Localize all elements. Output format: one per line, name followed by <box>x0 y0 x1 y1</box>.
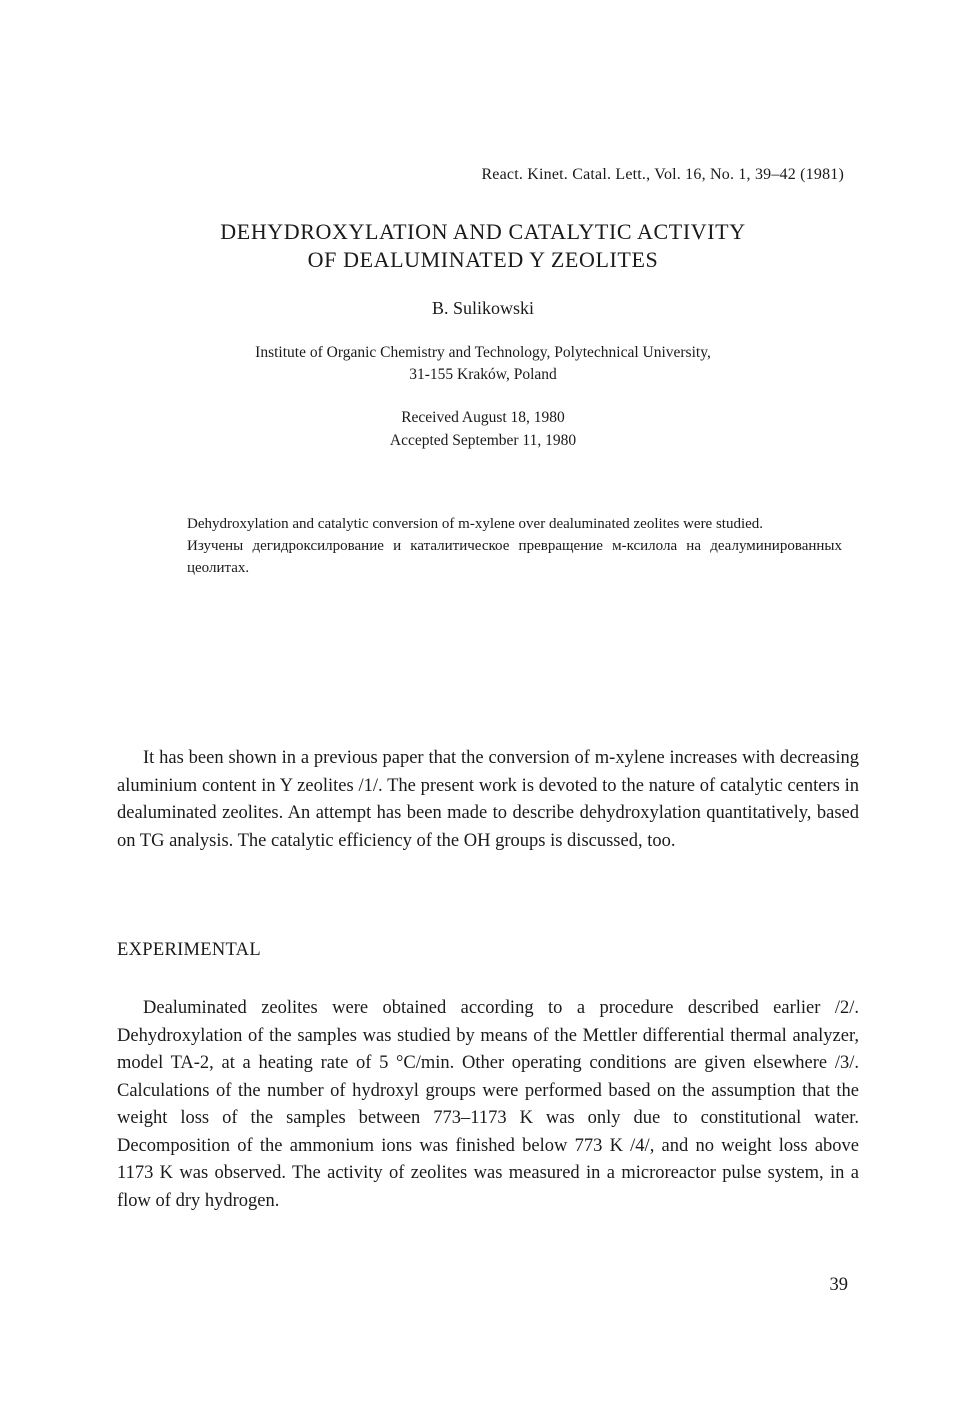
affiliation-line-2: 31-155 Kraków, Poland <box>409 366 557 383</box>
section-heading-experimental: EXPERIMENTAL <box>117 940 261 960</box>
abstract <box>187 513 842 579</box>
intro-paragraph: It has been shown in a previous paper that the conversion of m-xylene increases with decreasing aluminium content in Y zeolites /1/. The present work is devoted to the nature of catalytic centers in dealuminated zeolites. An attempt has been made to describe dehydroxylation quantitatively, based on TG analysis. The catalytic efficiency of the OH groups is discussed, too. <box>117 748 859 851</box>
submission-dates <box>0 406 966 452</box>
paper-title <box>0 218 966 274</box>
affiliation-line-1: Institute of Organic Chemistry and Technology, Polytechnical University, <box>255 344 711 361</box>
experimental-section <box>117 995 859 1215</box>
abstract-english: Dehydroxylation and catalytic conversion of m-xylene over dealuminated zeolites were studied. <box>187 516 764 532</box>
affiliation <box>0 342 966 386</box>
title-line-1: DEHYDROXYLATION AND CATALYTIC ACTIVITY <box>220 219 746 244</box>
received-date: Received August 18, 1980 <box>401 409 565 426</box>
introduction <box>117 745 859 855</box>
accepted-date: Accepted September 11, 1980 <box>389 432 577 449</box>
title-line-2: OF DEALUMINATED Y ZEOLITES <box>307 247 659 272</box>
abstract-russian: Изучены дегидроксилрование и каталитическое превращение м-ксилола на деалуминированных цеолитах. <box>187 538 842 576</box>
author-name: B. Sulikowski <box>431 298 535 318</box>
page-number: 39 <box>829 1275 848 1295</box>
journal-reference: React. Kinet. Catal. Lett., Vol. 16, No. 1, 39–42 (1981) <box>481 166 844 183</box>
experimental-paragraph: Dealuminated zeolites were obtained according to a procedure described earlier /2/. Dehydroxylation of the samples was studied by means of the Mettler differential thermal analyzer, model TA-2, at a heating rate of 5 °C/min. Other operating conditions are given elsewhere /3/. Calculations of the number of hydroxyl groups were performed based on the assumption that the weight loss of the samples between 773–1173 K was only due to constitutional water. Decomposition of the ammonium ions was finished below 773 K /4/, and no weight loss above 1173 K was observed. The activity of zeolites was measured in a microreactor pulse system, in a flow of dry hydrogen. <box>117 998 859 1211</box>
